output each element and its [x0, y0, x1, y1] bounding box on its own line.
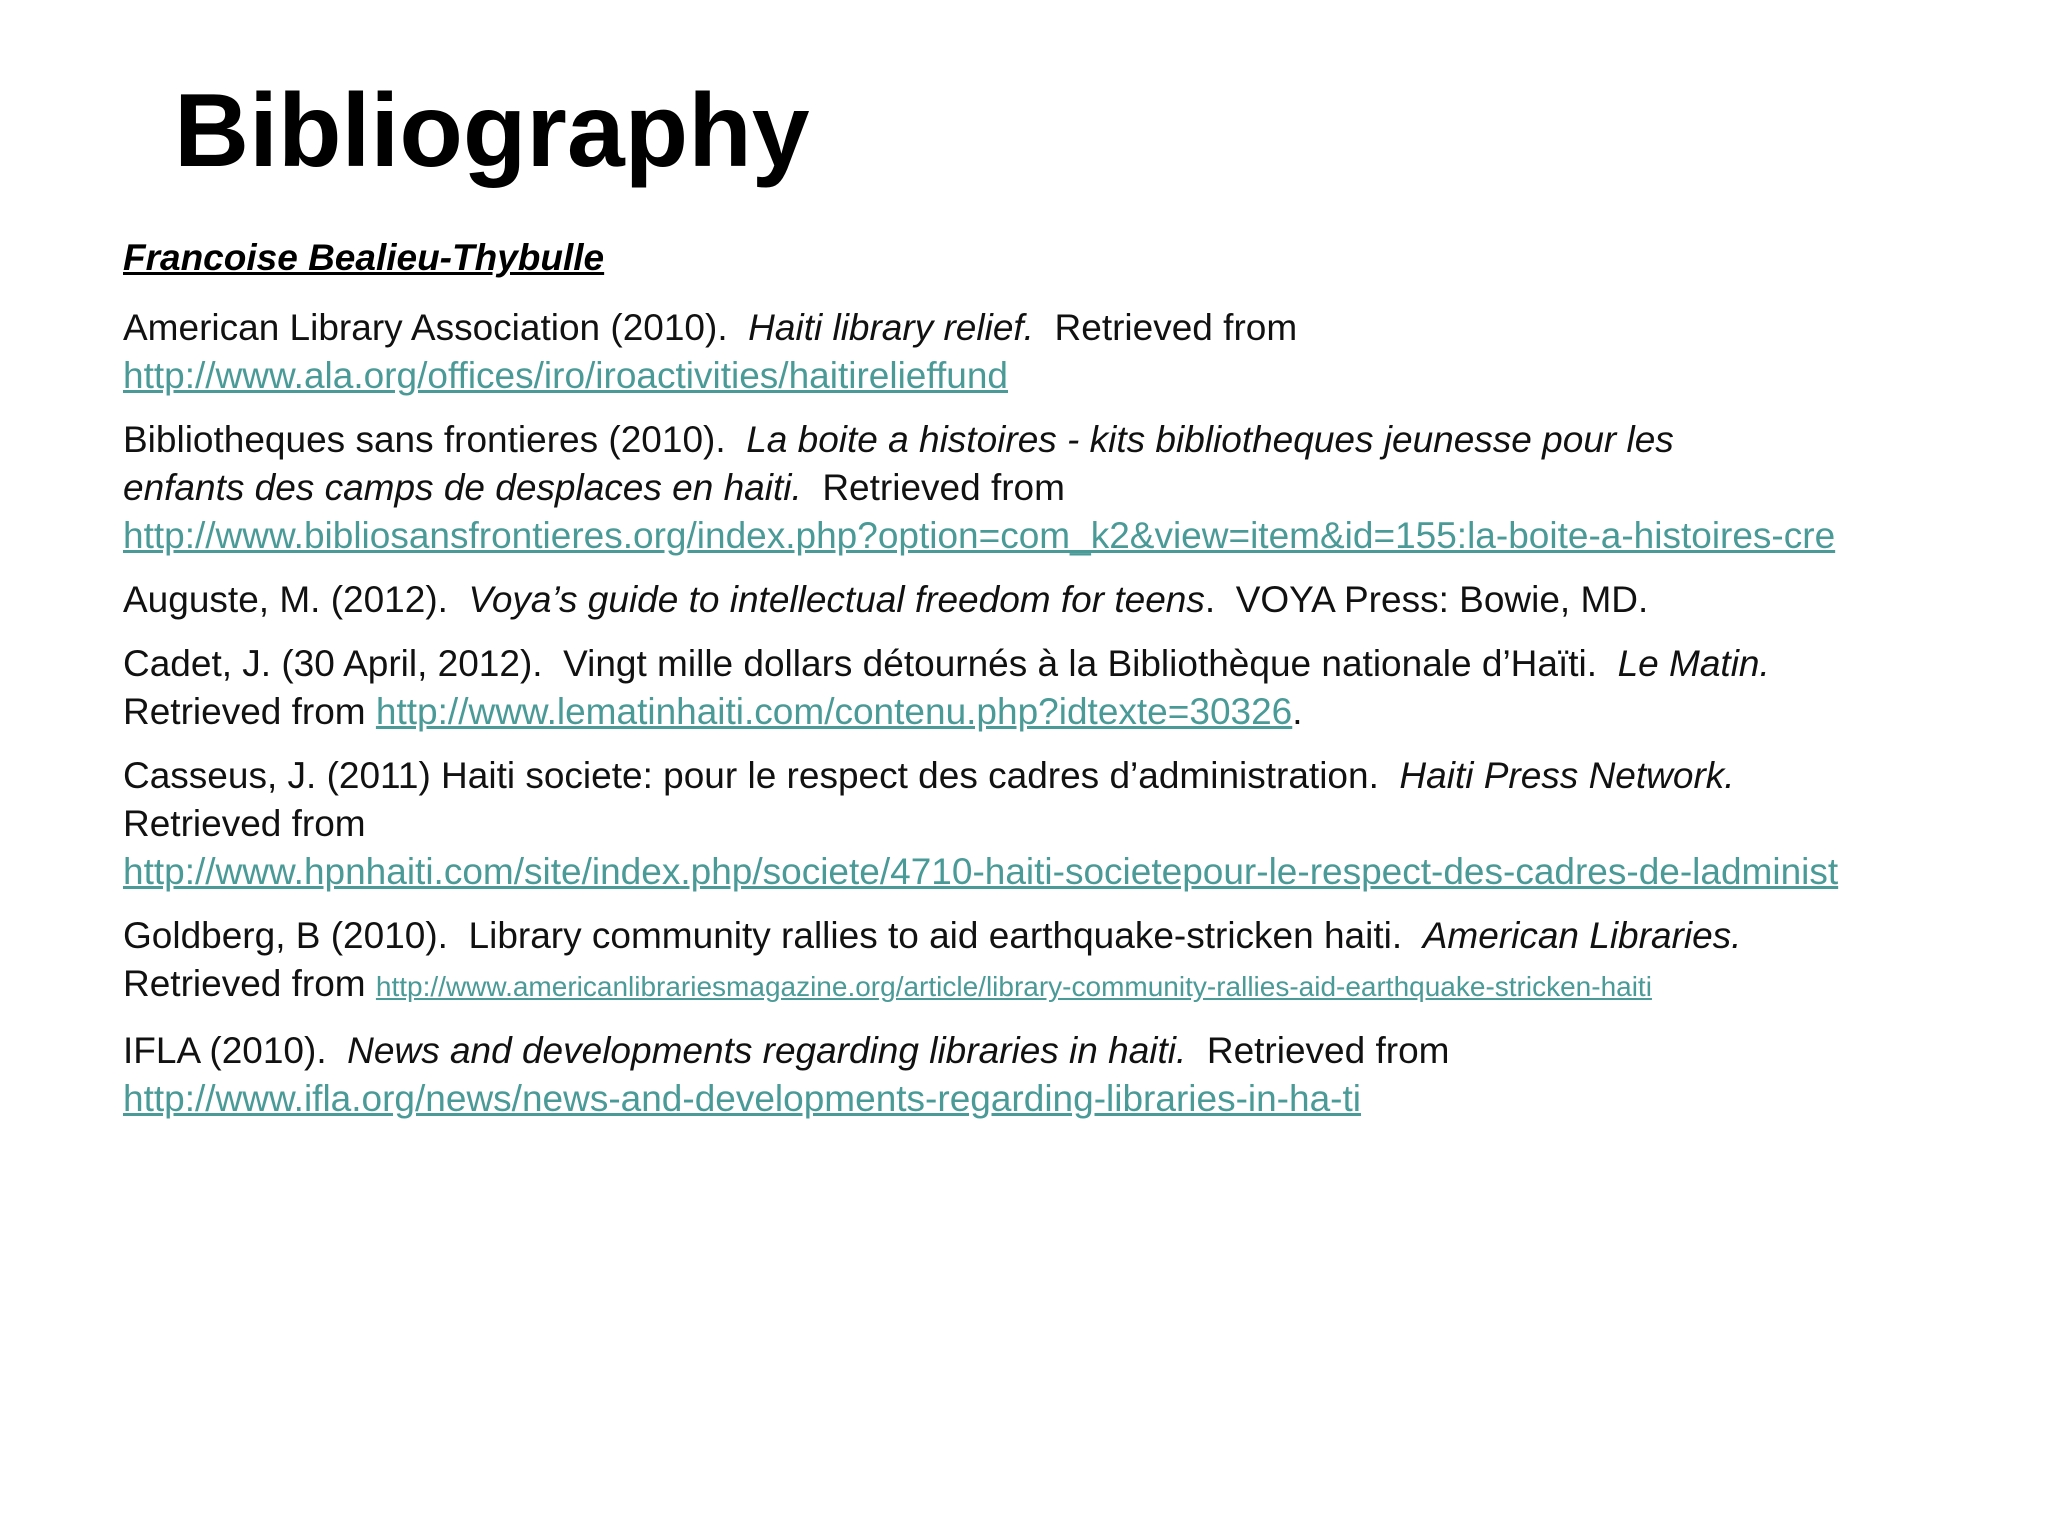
citation-title: American Libraries.	[1422, 915, 1742, 956]
citation-link[interactable]: http://www.ifla.org/news/news-and-developments-regarding-libraries-in-ha-ti	[123, 1078, 1361, 1119]
citation-text: Auguste, M. (2012).	[123, 579, 469, 620]
citation-bibliosansfrontieres	[123, 416, 2048, 560]
citation-title: News and developments regarding libraries in haiti.	[347, 1030, 1187, 1071]
citation-link[interactable]: http://www.lematinhaiti.com/contenu.php?idtexte=30326	[375, 691, 1293, 732]
citation-line	[123, 800, 2048, 848]
citation-line	[123, 752, 2048, 800]
citation-text: Casseus, J. (2011) Haiti societe: pour le respect des cadres d’administration.	[123, 755, 1400, 796]
citation-text: Retrieved from	[123, 963, 376, 1004]
citation-line	[123, 848, 2048, 896]
citation-text: Retrieved from	[1033, 307, 1298, 348]
citation-line	[123, 1027, 2048, 1075]
citation-line	[123, 688, 2048, 736]
citation-link[interactable]: http://www.bibliosansfrontieres.org/index.php?option=com_k2&view=item&id=155:la-boite-a-histoires-cre	[123, 515, 1836, 556]
citation-text: Bibliotheques sans frontieres (2010).	[123, 419, 747, 460]
citation-ala	[123, 304, 2048, 400]
citation-line	[123, 512, 2048, 560]
page-title: Bibliography	[174, 73, 810, 189]
citation-text: Retrieved from	[123, 803, 366, 844]
citation-goldberg	[123, 912, 2048, 1011]
citation-auguste	[123, 576, 2048, 624]
citation-title: Haiti Press Network.	[1399, 755, 1735, 796]
citation-line	[123, 352, 2048, 400]
citation-line	[123, 416, 2048, 464]
author-heading: Francoise Bealieu-Thybulle	[123, 237, 605, 278]
citation-text: Retrieved from	[1186, 1030, 1450, 1071]
citation-line	[123, 576, 2048, 624]
citation-title: Le Matin.	[1617, 643, 1770, 684]
bibliography-list	[123, 232, 2048, 1139]
citation-text: Cadet, J. (30 April, 2012). Vingt mille dollars détournés à la Bibliothèque nationale d’Haïti.	[123, 643, 1618, 684]
citation-text: IFLA (2010).	[123, 1030, 348, 1071]
citation-line	[123, 960, 2048, 1011]
citation-text: Goldberg, B (2010). Library community rallies to aid earthquake-stricken haiti.	[123, 915, 1423, 956]
citation-title: enfants des camps de desplaces en haiti.	[123, 467, 802, 508]
citation-text: American Library Association (2010).	[123, 307, 749, 348]
citation-line	[123, 464, 2048, 512]
citation-title: La boite a histoires - kits bibliotheques jeunesse pour les	[746, 419, 1674, 460]
citation-link[interactable]: http://www.americanlibrariesmagazine.org/article/library-community-rallies-aid-earthquake-stricken-haiti	[375, 971, 1652, 1002]
citation-text: .	[1292, 691, 1303, 732]
citation-casseus	[123, 752, 2048, 896]
citation-text: Retrieved from	[801, 467, 1065, 508]
citation-text: . VOYA Press: Bowie, MD.	[1204, 579, 1649, 620]
citation-title: Haiti library relief.	[748, 307, 1034, 348]
citation-line	[123, 304, 2048, 352]
citation-text: Retrieved from	[123, 691, 376, 732]
citation-line	[123, 640, 2048, 688]
citation-line	[123, 1075, 2048, 1123]
citation-cadet	[123, 640, 2048, 736]
citation-line	[123, 912, 2048, 960]
citation-link[interactable]: http://www.ala.org/offices/iro/iroactivities/haitirelieffund	[123, 355, 1009, 396]
citation-link[interactable]: http://www.hpnhaiti.com/site/index.php/societe/4710-haiti-societepour-le-respect-des-cadres-de-ladminist	[123, 851, 1839, 892]
citation-title: Voya’s guide to intellectual freedom for teens	[468, 579, 1205, 620]
citation-ifla	[123, 1027, 2048, 1123]
